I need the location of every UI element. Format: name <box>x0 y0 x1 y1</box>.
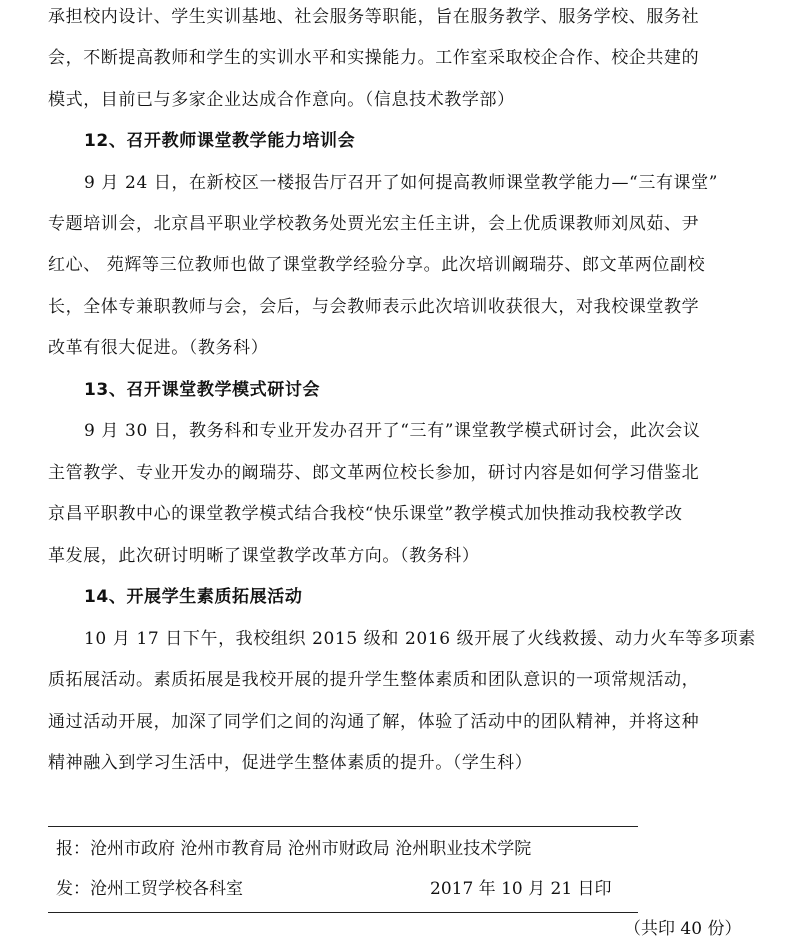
section-heading: 12、召开教师课堂教学能力培训会 <box>84 131 356 151</box>
print-date: 2017 年 10 月 21 日印 <box>430 879 612 899</box>
copies-count: （共印 40 份） <box>624 919 742 939</box>
section-heading: 14、开展学生素质拓展活动 <box>84 587 303 607</box>
paragraph-line: 主管教学、专业开发办的阚瑞芬、郎文革两位校长参加，研讨内容是如何学习借鉴北 <box>48 463 700 483</box>
footer-top-rule <box>48 826 638 827</box>
paragraph-line: 长，全体专兼职教师与会，会后，与会教师表示此次培训收获很大，对我校课堂教学 <box>48 297 700 317</box>
paragraph-line: 红心、 苑辉等三位教师也做了课堂教学经验分享。此次培训阚瑞芬、郎文革两位副校 <box>48 255 706 275</box>
paragraph-line: 革发展，此次研讨明晰了课堂教学改革方向。（教务科） <box>48 546 480 566</box>
paragraph-line: 专题培训会，北京昌平职业学校教务处贾光宏主任主讲，会上优质课教师刘凤茹、尹 <box>48 214 700 234</box>
paragraph-line: 通过活动开展，加深了同学们之间的沟通了解，体验了活动中的团队精神，并将这种 <box>48 712 700 732</box>
paragraph-line: 9 月 24 日，在新校区一楼报告厅召开了如何提高教师课堂教学能力—“三有课堂” <box>84 173 719 193</box>
paragraph-line: 模式，目前已与多家企业达成合作意向。（信息技术教学部） <box>48 90 515 110</box>
paragraph-line: 质拓展活动。素质拓展是我校开展的提升学生整体素质和团队意识的一项常规活动， <box>48 670 700 690</box>
paragraph-line: 承担校内设计、学生实训基地、社会服务等职能，旨在服务教学、服务学校、服务社 <box>48 7 700 27</box>
footer-bottom-rule <box>48 912 638 913</box>
send-to-line: 发：沧州工贸学校各科室 <box>56 879 243 899</box>
paragraph-line: 精神融入到学习生活中，促进学生整体素质的提升。（学生科） <box>48 753 533 773</box>
report-to-line: 报：沧州市政府 沧州市教育局 沧州市财政局 沧州职业技术学院 <box>56 839 532 859</box>
paragraph-line: 会，不断提高教师和学生的实训水平和实操能力。工作室采取校企合作、校企共建的 <box>48 48 700 68</box>
paragraph-line: 10 月 17 日下午，我校组织 2015 级和 2016 级开展了火线救援、动力火车等多项素 <box>84 629 756 649</box>
section-heading: 13、召开课堂教学模式研讨会 <box>84 380 321 400</box>
paragraph-line: 京昌平职教中心的课堂教学模式结合我校“快乐课堂”教学模式加快推动我校教学改 <box>48 504 683 524</box>
paragraph-line: 改革有很大促进。（教务科） <box>48 338 269 358</box>
paragraph-line: 9 月 30 日，教务科和专业开发办召开了“三有”课堂教学模式研讨会，此次会议 <box>84 421 701 441</box>
